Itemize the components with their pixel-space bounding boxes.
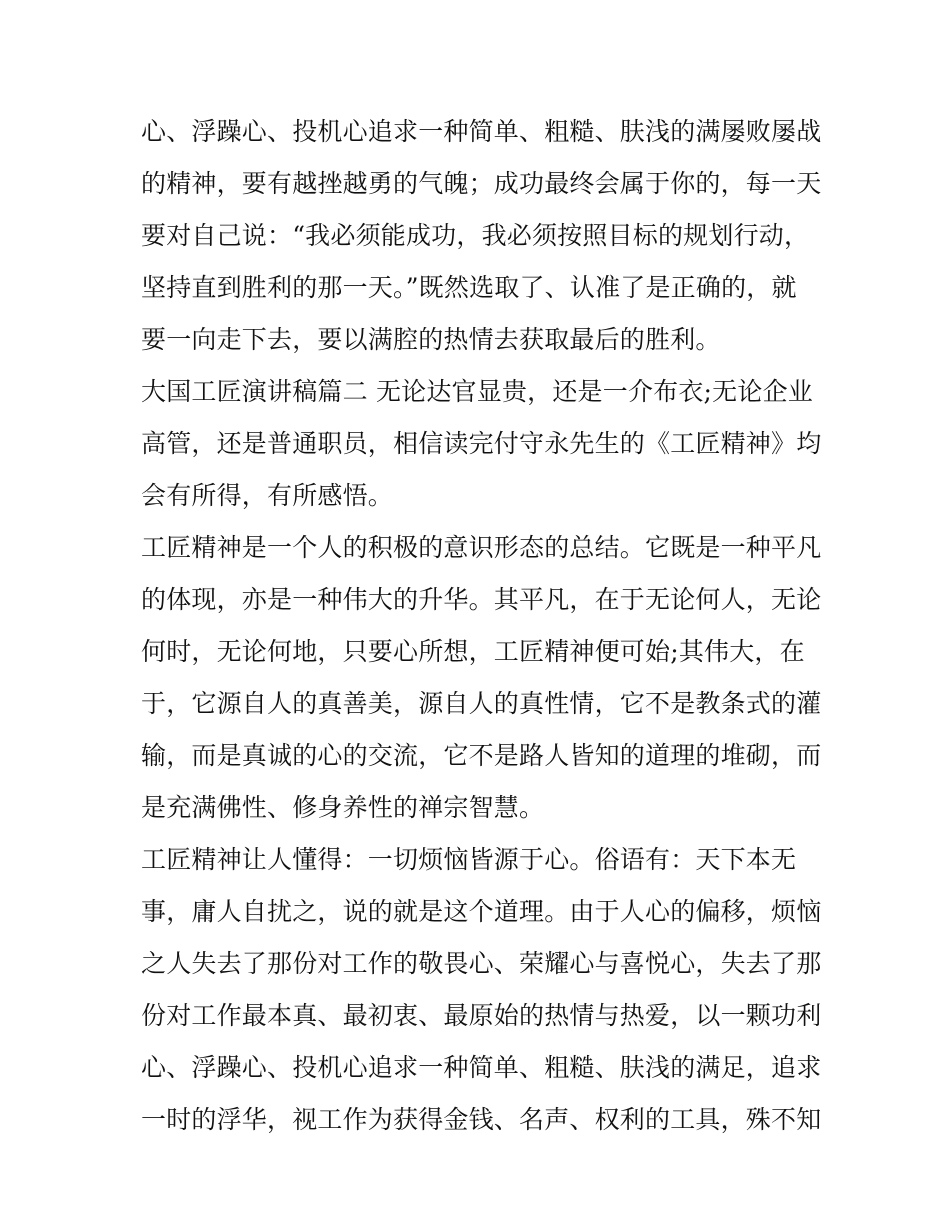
text-line: 的体现，亦是一种伟大的升华。其平凡，在于无论何人，无论 [141, 585, 822, 614]
text-line: 事，庸人自扰之，说的就是这个道理。由于人心的偏移，烦恼 [141, 897, 822, 926]
text-line: 要对自己说：“我必须能成功，我必须按照目标的规划行动， [141, 221, 810, 250]
text-line: 心、浮躁心、投机心追求一种简单、粗糙、肤浅的满屡败屡战 [141, 117, 822, 146]
text-line: 是充满佛性、修身养性的禅宗智慧。 [141, 793, 545, 822]
text-line: 大国工匠演讲稿篇二 无论达官显贵，还是一介布衣;无论企业 [141, 377, 813, 406]
text-line: 会有所得，有所感悟。 [141, 481, 394, 510]
text-line: 工匠精神是一个人的积极的意识形态的总结。它既是一种平凡 [141, 533, 822, 562]
text-line: 高管，还是普通职员，相信读完付守永先生的《工匠精神》均 [141, 429, 822, 458]
text-line: 的精神，要有越挫越勇的气魄；成功最终会属于你的，每一天 [141, 169, 822, 198]
text-line: 输，而是真诚的心的交流，它不是路人皆知的道理的堆砌，而 [141, 741, 822, 770]
document-body [141, 106, 822, 1146]
text-line: 心、浮躁心、投机心追求一种简单、粗糙、肤浅的满足，追求 [141, 1053, 822, 1082]
text-line: 于，它源自人的真善美，源自人的真性情，它不是教条式的灌 [141, 689, 822, 718]
text-line: 要一向走下去，要以满腔的热情去获取最后的胜利。 [141, 325, 721, 354]
text-line: 坚持直到胜利的那一天。”既然选取了、认准了是正确的，就 [141, 273, 797, 302]
text-line: 之人失去了那份对工作的敬畏心、荣耀心与喜悦心，失去了那 [141, 949, 822, 978]
text-line: 一时的浮华，视工作为获得金钱、名声、权利的工具，殊不知 [141, 1105, 822, 1134]
text-line: 份对工作最本真、最初衷、最原始的热情与热爱，以一颗功利 [141, 1001, 822, 1030]
text-line: 何时，无论何地，只要心所想，工匠精神便可始;其伟大，在 [141, 637, 805, 666]
text-line: 工匠精神让人懂得：一切烦恼皆源于心。俗语有：天下本无 [141, 845, 797, 874]
